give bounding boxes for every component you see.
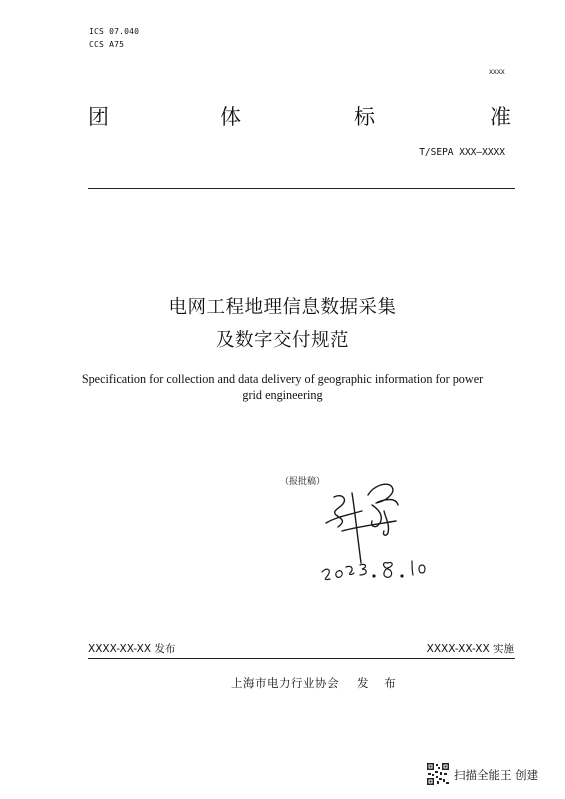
ics-code: ICS 07.040: [89, 27, 140, 36]
document-title-en-line1: Specification for collection and data delivery of geographic information for power: [81, 372, 484, 386]
document-title-zh-line1: 电网工程地理信息数据采集: [168, 297, 397, 318]
publish-date: XXXX-XX-XX 发布: [88, 643, 176, 655]
standard-type-char: 标: [354, 105, 375, 129]
implementation-date: XXXX-XX-XX 实施: [426, 643, 514, 655]
header-divider: [88, 188, 515, 189]
issue-label: 发 布: [357, 676, 402, 690]
standard-type-char: 团: [88, 105, 109, 129]
draft-status-label: （报批稿）: [280, 477, 326, 487]
standard-number: T/SEPA XXX—XXXX: [419, 147, 505, 158]
document-title-zh-line2: 及数字交付规范: [215, 330, 349, 351]
standard-type-char: 体: [220, 105, 241, 129]
qr-code-icon: [426, 762, 450, 786]
ccs-code: CCS A75: [89, 40, 125, 49]
standard-type-char: 准: [490, 105, 511, 129]
document-code: XXXX: [489, 68, 505, 76]
issuing-organization: 上海市电力行业协会: [231, 676, 339, 690]
footer-divider: [88, 658, 515, 659]
standard-type-heading: [88, 101, 514, 131]
document-title-en-line2: grid engineering: [242, 388, 323, 402]
scanner-watermark-label: 扫描全能王 创建: [454, 768, 539, 782]
handwritten-signature: [312, 475, 442, 590]
